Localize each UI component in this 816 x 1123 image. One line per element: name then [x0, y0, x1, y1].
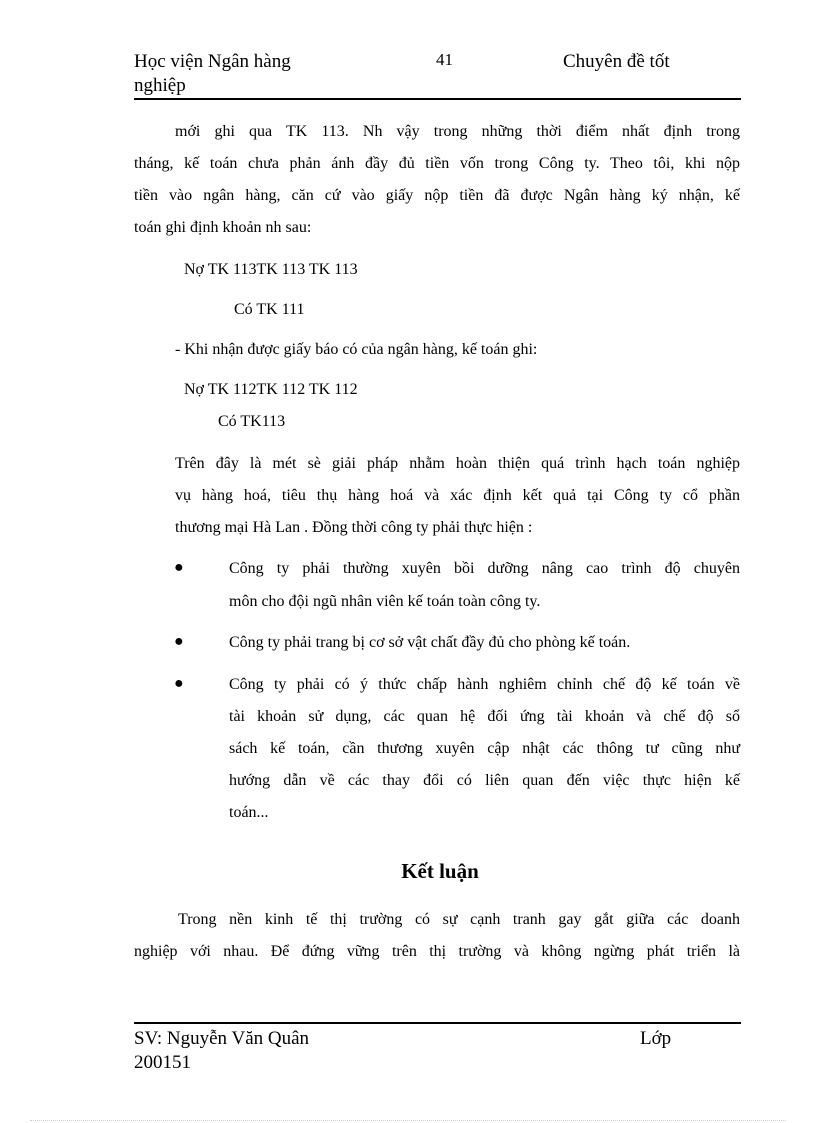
header-title: Chuyên đề tốt: [563, 51, 670, 72]
footer-class: Lớp: [640, 1028, 672, 1049]
bullet-line: Công ty phải thường xuyên bồi dưỡng nâng cao trình độ chuyên: [229, 560, 740, 577]
header-institution: Học viện Ngân hàng: [134, 51, 291, 72]
para2-line: thương mại Hà Lan . Đồng thời công ty phải thực hiện :: [175, 519, 533, 536]
header-rule: [134, 98, 741, 100]
entry2-debit: Nợ TK 112TK 112 TK 112: [184, 381, 358, 398]
entry1-credit: Có TK 111: [234, 301, 305, 318]
bullet-line: hướng dẫn về các thay đổi có liên quan đến việc thực hiện kế: [229, 772, 740, 789]
para1-line: toán ghi định khoản nh sau:: [134, 219, 312, 236]
header-institution-cont: nghiệp: [134, 75, 186, 96]
note-line: - Khi nhận được giấy báo có của ngân hàng, kế toán ghi:: [175, 341, 538, 358]
bullet-line: Công ty phải có ý thức chấp hành nghiêm chỉnh chế độ kế toán về: [229, 676, 740, 693]
bullet-dot-icon: ●: [174, 559, 184, 576]
bullet-line: Công ty phải trang bị cơ sở vật chất đầy đủ cho phòng kế toán.: [229, 634, 631, 651]
page-number: 41: [436, 50, 453, 69]
para1-line: tiền vào ngân hàng, căn cứ vào giấy nộp tiền đã được Ngân hàng ký nhận, kế: [134, 187, 740, 204]
bullet-dot-icon: ●: [174, 675, 184, 692]
para3-line: Trong nền kinh tế thị trường có sự cạnh tranh gay gắt giữa các doanh: [178, 911, 740, 928]
section-heading-wrap: [0, 859, 816, 884]
entry1-debit: Nợ TK 113TK 113 TK 113: [184, 261, 358, 278]
section-heading: Kết luận: [401, 859, 479, 883]
page-bottom-dotted-line: [30, 1120, 786, 1121]
para3-line: nghiệp với nhau. Để đứng vững trên thị trường và không ngừng phát triển là: [134, 943, 740, 960]
bullet-line: tài khoản sử dụng, các quan hệ đối ứng tài khoản và chế độ sổ: [229, 708, 740, 725]
para1-line: mới ghi qua TK 113. Nh vậy trong những thời điểm nhất định trong: [175, 123, 740, 140]
bullet-line: sách kế toán, cần thương xuyên cập nhật các thông tư cũng như: [229, 740, 740, 757]
footer-student-id: 200151: [134, 1052, 191, 1073]
bullet-dot-icon: ●: [174, 633, 184, 650]
entry2-credit: Có TK113: [218, 413, 286, 430]
para2-line: vụ hàng hoá, tiêu thụ hàng hoá và xác định kết quả tại Công ty cổ phần: [175, 487, 740, 504]
footer-rule: [134, 1022, 741, 1024]
bullet-line: môn cho đội ngũ nhân viên kế toán toàn công ty.: [229, 593, 541, 610]
footer-student: SV: Nguyễn Văn Quân: [134, 1028, 310, 1049]
bullet-line: toán...: [229, 804, 269, 821]
para2-line: Trên đây là mét sè giải pháp nhằm hoàn thiện quá trình hạch toán nghiệp: [175, 455, 740, 472]
para1-line: tháng, kế toán chưa phản ánh đầy đủ tiền vốn trong Công ty. Theo tôi, khi nộp: [134, 155, 740, 172]
